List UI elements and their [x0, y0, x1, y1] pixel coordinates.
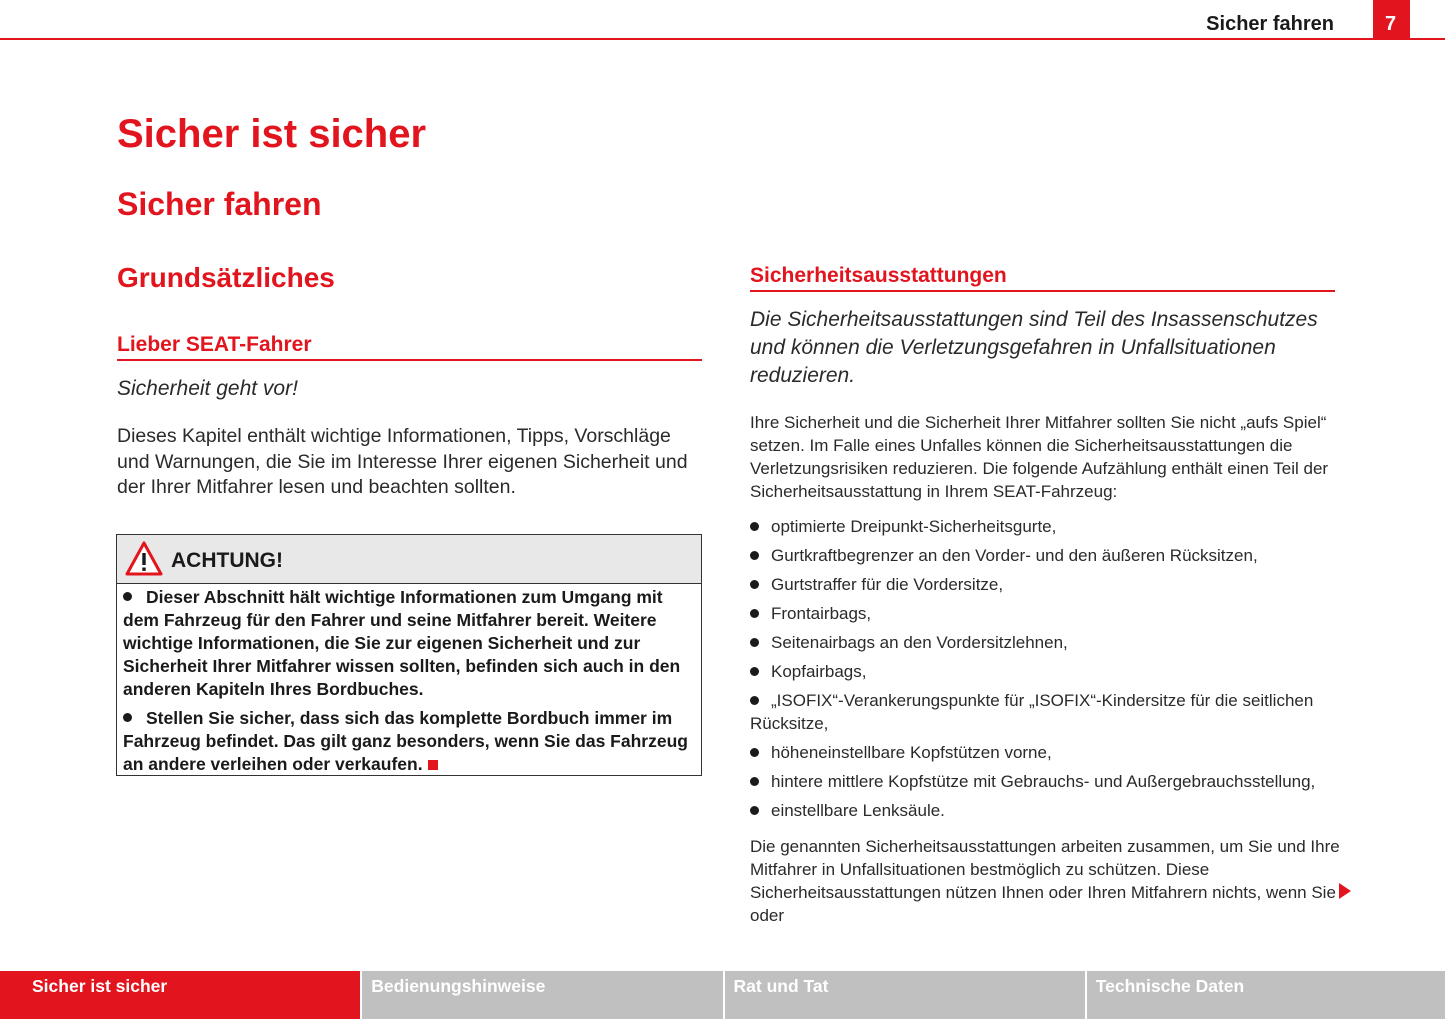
bullet-icon [750, 748, 759, 757]
list-item-text: hintere mittlere Kopfstütze mit Gebrauchs- und Außergebrauchsstellung, [771, 772, 1316, 791]
footer-tab-rat-und-tat[interactable]: Rat und Tat [725, 971, 1085, 1019]
warning-header [117, 535, 701, 584]
list-item [750, 631, 1345, 654]
left-subhead: Lieber SEAT-Fahrer [117, 333, 702, 361]
left-intro: Sicherheit geht vor! [117, 377, 298, 400]
header-rule [0, 38, 1445, 40]
bullet-icon [750, 580, 759, 589]
section-title: Sicher fahren [117, 186, 322, 222]
warning-box [116, 534, 702, 776]
footer-tab-sicher-ist-sicher[interactable]: Sicher ist sicher [0, 971, 360, 1019]
list-item [750, 689, 1345, 735]
list-item-text: höheneinstellbare Kopfstützen vorne, [771, 743, 1052, 762]
right-subhead: Sicherheitsausstattungen [750, 264, 1335, 292]
list-item [750, 515, 1345, 538]
list-item [750, 660, 1345, 683]
bullet-icon [123, 592, 132, 601]
warning-triangle-icon [125, 541, 163, 577]
footer-tabs [0, 971, 1445, 1019]
bullet-icon [750, 777, 759, 786]
warning-item-text: Dieser Abschnitt hält wichtige Informationen zum Umgang mit dem Fahrzeug für den Fahrer und seine Mitfahrer bereit. Weitere wichtige Informationen, die Sie zur eigenen Sicherheit und zur Sicherheit Ihrer Mitfahrer wissen sollten, befinden sich auch in den anderen Kapiteln Ihres Bordbuches. [123, 587, 681, 699]
bullet-icon [123, 713, 132, 722]
warning-label: ACHTUNG! [171, 549, 283, 572]
bullet-icon [750, 667, 759, 676]
bullet-icon [750, 638, 759, 647]
right-closing-paragraph: Die genannten Sicherheitsausstattungen arbeiten zusammen, um Sie und Ihre Mitfahrer in Unfallsituationen bestmöglich zu schützen. Diese Sicherheitsausstattungen nützen Ihnen oder Ihren Mitfahrern nichts, wenn Sie oder [750, 837, 1340, 925]
list-item-text: einstellbare Lenksäule. [771, 801, 945, 820]
footer-tab-bedienungshinweise[interactable]: Bedienungshinweise [362, 971, 722, 1019]
list-item-text: Kopfairbags, [771, 662, 867, 681]
end-of-section-square-icon [428, 760, 438, 770]
list-item-text: Seitenairbags an den Vordersitzlehnen, [771, 633, 1068, 652]
continue-arrow-icon [1339, 883, 1351, 899]
list-item [750, 799, 1345, 822]
warning-item [123, 586, 695, 701]
subsection-title: Grundsätzliches [117, 262, 335, 293]
list-item-text: Frontairbags, [771, 604, 872, 623]
list-item-text: „ISOFIX“-Verankerungspunkte für „ISOFIX“-Kindersitze für die seitlichen Rücksitze, [750, 691, 1314, 733]
warning-item [123, 707, 695, 776]
bullet-icon [750, 696, 759, 705]
bullet-icon [750, 609, 759, 618]
warning-item-text: Stellen Sie sicher, dass sich das komplette Bordbuch immer im Fahrzeug befindet. Das gilt ganz besonders, wenn Sie das Fahrzeug an andere verleihen oder verkaufen. [123, 708, 688, 774]
list-item-text: Gurtkraftbegrenzer an den Vorder- und den äußeren Rücksitzen, [771, 546, 1258, 565]
running-header-title: Sicher fahren [1206, 13, 1334, 35]
bullet-icon [750, 551, 759, 560]
list-item [750, 602, 1345, 625]
list-item [750, 573, 1345, 596]
list-item [750, 770, 1345, 793]
list-item-text: optimierte Dreipunkt-Sicherheitsgurte, [771, 517, 1057, 536]
left-paragraph: Dieses Kapitel enthält wichtige Informationen, Tipps, Vorschläge und Warnungen, die Sie im Interesse Ihrer eigenen Sicherheit und der Ihrer Mitfahrer lesen und beachten sollten. [117, 425, 688, 498]
bullet-icon [750, 522, 759, 531]
list-item [750, 544, 1345, 567]
list-item [750, 741, 1345, 764]
bullet-icon [750, 806, 759, 815]
right-paragraph: Ihre Sicherheit und die Sicherheit Ihrer Mitfahrer sollten Sie nicht „aufs Spiel“ setzen. Im Falle eines Unfalles können die Sicherheitsausstattungen die Verletzungsrisiken reduzieren. Die folgende Aufzählung enthält einen Teil der Sicherheitsausstattung in Ihrem SEAT-Fahrzeug: [750, 413, 1329, 501]
warning-body [117, 584, 701, 776]
right-intro: Die Sicherheitsausstattungen sind Teil des Insassenschutzes und können die Verletzungsgefahren in Unfallsituationen reduzieren. [750, 308, 1318, 387]
footer-tab-technische-daten[interactable]: Technische Daten [1087, 971, 1445, 1019]
page-number: 7 [1373, 0, 1410, 40]
chapter-title: Sicher ist sicher [117, 112, 427, 156]
list-item-text: Gurtstraffer für die Vordersitze, [771, 575, 1004, 594]
equipment-list [750, 515, 1345, 828]
